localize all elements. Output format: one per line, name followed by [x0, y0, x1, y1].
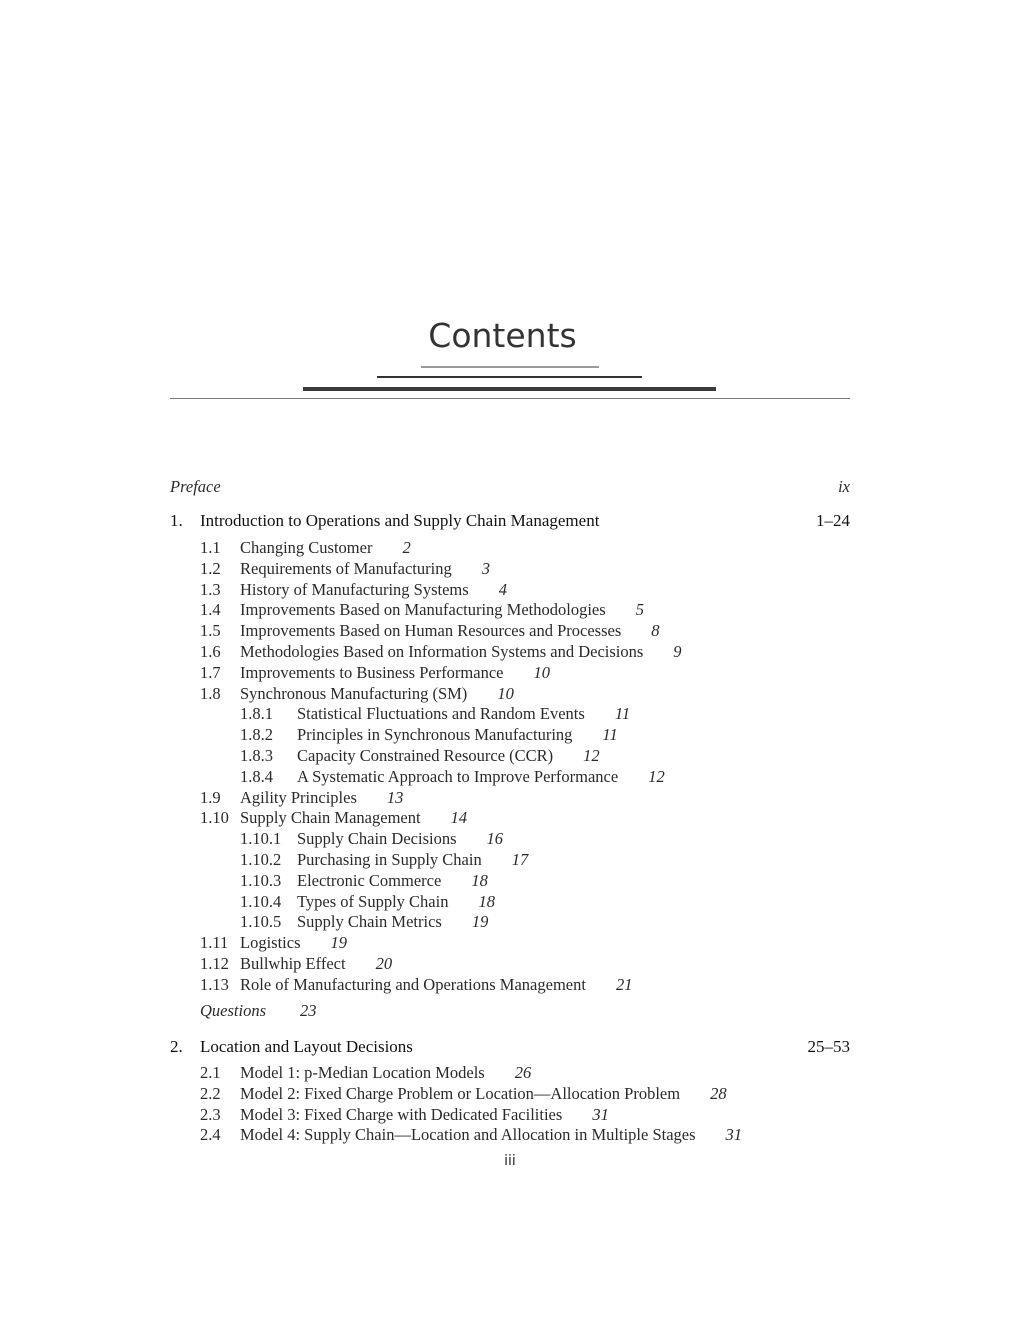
entry-page: 19: [471, 912, 489, 932]
entry-title: Electronic Commerce: [297, 870, 442, 890]
toc-chapter[interactable]: [170, 511, 850, 533]
entry-page: 18: [471, 870, 488, 890]
entry-title: Supply Chain Metrics: [297, 912, 442, 932]
entry-title: Logistics: [240, 933, 301, 953]
entry-title: Types of Supply Chain: [297, 891, 449, 911]
entry-title: Supply Chain Management: [240, 808, 421, 828]
toc-entry[interactable]: [170, 559, 850, 580]
entry-page: 11: [614, 704, 631, 724]
entry-title: A Systematic Approach to Improve Performance: [297, 766, 619, 786]
toc-entry[interactable]: [170, 1084, 850, 1105]
entry-number: 2.2: [200, 1083, 221, 1103]
entry-page: 2: [402, 538, 411, 557]
entry-page: 17: [511, 850, 529, 869]
entry-number: 1.13: [200, 974, 229, 994]
entry-page: 10: [497, 683, 514, 703]
entry-page: 31: [725, 1125, 743, 1145]
page-title: Contents: [428, 316, 577, 355]
toc-questions[interactable]: [170, 1001, 850, 1022]
toc-entry[interactable]: [170, 725, 850, 746]
toc-entry[interactable]: [170, 767, 850, 788]
entry-number: 1.5: [200, 621, 221, 641]
entry-page: 20: [375, 954, 393, 973]
entry-title: Purchasing in Supply Chain: [297, 850, 482, 869]
chapter-number: 1.: [170, 511, 183, 530]
questions-page: 23: [300, 1000, 317, 1020]
entry-title: Model 1: p-Median Location Models: [240, 1063, 485, 1082]
entry-page: 10: [533, 662, 550, 682]
entry-page: 11: [602, 725, 618, 745]
toc-entry[interactable]: [170, 621, 850, 642]
entry-title: Improvements Based on Manufacturing Methodologies: [240, 600, 606, 620]
entry-title: Role of Manufacturing and Operations Management: [240, 974, 586, 994]
entry-page: 16: [486, 829, 503, 849]
entry-number: 1.9: [200, 787, 221, 807]
toc-entry[interactable]: [170, 580, 850, 601]
chapter-title: Introduction to Operations and Supply Chain Management: [200, 511, 600, 530]
toc-chapter[interactable]: [170, 1037, 850, 1059]
entry-page: 26: [514, 1063, 532, 1082]
toc-entry[interactable]: [170, 1063, 850, 1084]
toc-entry[interactable]: [170, 1105, 850, 1126]
entry-number: 1.10.2: [240, 850, 282, 869]
entry-title: Model 2: Fixed Charge Problem or Location—Allocation Problem: [240, 1083, 681, 1103]
entry-title: Supply Chain Decisions: [297, 829, 457, 849]
entry-number: 1.7: [200, 662, 221, 682]
entry-page: 4: [498, 579, 507, 599]
entry-page: 31: [592, 1104, 609, 1124]
preface-label: Preface: [170, 477, 221, 496]
entry-number: 2.1: [200, 1063, 221, 1082]
entry-page: 12: [583, 746, 600, 765]
entry-title: Improvements Based on Human Resources and Processes: [240, 621, 622, 641]
entry-page: 19: [330, 933, 347, 953]
chapter-number: 2.: [170, 1037, 183, 1056]
entry-title: Requirements of Manufacturing: [240, 558, 452, 578]
entry-page: 28: [710, 1083, 727, 1103]
entry-number: 2.4: [200, 1125, 221, 1145]
entry-number: 1.12: [200, 954, 229, 973]
entry-number: 1.8.3: [240, 746, 273, 765]
entry-page: 13: [386, 787, 404, 807]
title-rule: [170, 398, 850, 399]
entry-page: 3: [481, 558, 490, 578]
toc-entry[interactable]: [170, 600, 850, 621]
page-folio: iii: [504, 1153, 516, 1169]
toc-preface[interactable]: [170, 477, 850, 497]
entry-title: Statistical Fluctuations and Random Events: [297, 704, 585, 724]
entry-title: Improvements to Business Performance: [240, 662, 504, 682]
chapter-pages: 25–53: [807, 1037, 850, 1056]
title-rule: [421, 366, 599, 368]
entry-number: 1.10: [200, 808, 229, 828]
entry-number: 1.6: [200, 642, 221, 661]
preface-page: ix: [838, 477, 850, 496]
entry-page: 21: [615, 974, 633, 994]
entry-page: 8: [651, 621, 660, 641]
title-rule: [377, 376, 642, 378]
toc-entry[interactable]: [170, 912, 850, 933]
toc-entry[interactable]: [170, 538, 850, 559]
entry-title: History of Manufacturing Systems: [240, 579, 469, 599]
toc-entry[interactable]: [170, 975, 850, 996]
entry-number: 1.8.4: [240, 766, 273, 786]
toc-entry[interactable]: [170, 663, 850, 684]
toc-entry[interactable]: [170, 871, 850, 892]
toc-entry[interactable]: [170, 684, 850, 705]
entry-title: Capacity Constrained Resource (CCR): [297, 746, 554, 765]
toc-entry[interactable]: [170, 1125, 850, 1146]
toc-entry[interactable]: [170, 850, 850, 871]
entry-number: 1.10.3: [240, 870, 282, 890]
toc-entry[interactable]: [170, 808, 850, 829]
entry-title: Principles in Synchronous Manufacturing: [297, 725, 573, 745]
entry-number: 1.8: [200, 683, 221, 703]
entry-page: 9: [673, 642, 682, 661]
toc-entry[interactable]: [170, 954, 850, 975]
questions-label: Questions: [200, 1000, 266, 1020]
entry-number: 1.10.1: [240, 829, 282, 849]
entry-number: 1.3: [200, 579, 221, 599]
entry-title: Methodologies Based on Information Systems and Decisions: [240, 642, 644, 661]
entry-number: 1.8.2: [240, 725, 273, 745]
toc-entry[interactable]: [170, 788, 850, 809]
entry-number: 1.2: [200, 558, 221, 578]
title-rule: [303, 387, 716, 391]
entry-page: 12: [648, 766, 665, 786]
toc-entry[interactable]: [170, 892, 850, 913]
toc-entry[interactable]: [170, 829, 850, 850]
toc-entry[interactable]: [170, 746, 850, 767]
entry-title: Model 4: Supply Chain—Location and Allocation in Multiple Stages: [240, 1125, 696, 1145]
entry-number: 1.1: [200, 538, 221, 557]
toc-entry[interactable]: [170, 933, 850, 954]
toc-entry[interactable]: [170, 704, 850, 725]
entry-title: Synchronous Manufacturing (SM): [240, 683, 468, 703]
toc-entry[interactable]: [170, 642, 850, 663]
entry-title: Model 3: Fixed Charge with Dedicated Facilities: [240, 1104, 563, 1124]
entry-number: 1.8.1: [240, 704, 273, 724]
entry-number: 1.10.5: [240, 912, 282, 932]
entry-page: 14: [450, 808, 468, 828]
entry-page: 5: [635, 600, 644, 620]
entry-number: 2.3: [200, 1104, 221, 1124]
entry-title: Changing Customer: [240, 538, 373, 557]
chapter-pages: 1–24: [816, 511, 850, 530]
chapter-title: Location and Layout Decisions: [200, 1037, 413, 1056]
entry-number: 1.10.4: [240, 891, 282, 911]
entry-number: 1.11: [200, 933, 229, 953]
entry-title: Agility Principles: [240, 787, 357, 807]
entry-page: 18: [478, 891, 495, 911]
entry-number: 1.4: [200, 600, 221, 620]
entry-title: Bullwhip Effect: [240, 954, 346, 973]
